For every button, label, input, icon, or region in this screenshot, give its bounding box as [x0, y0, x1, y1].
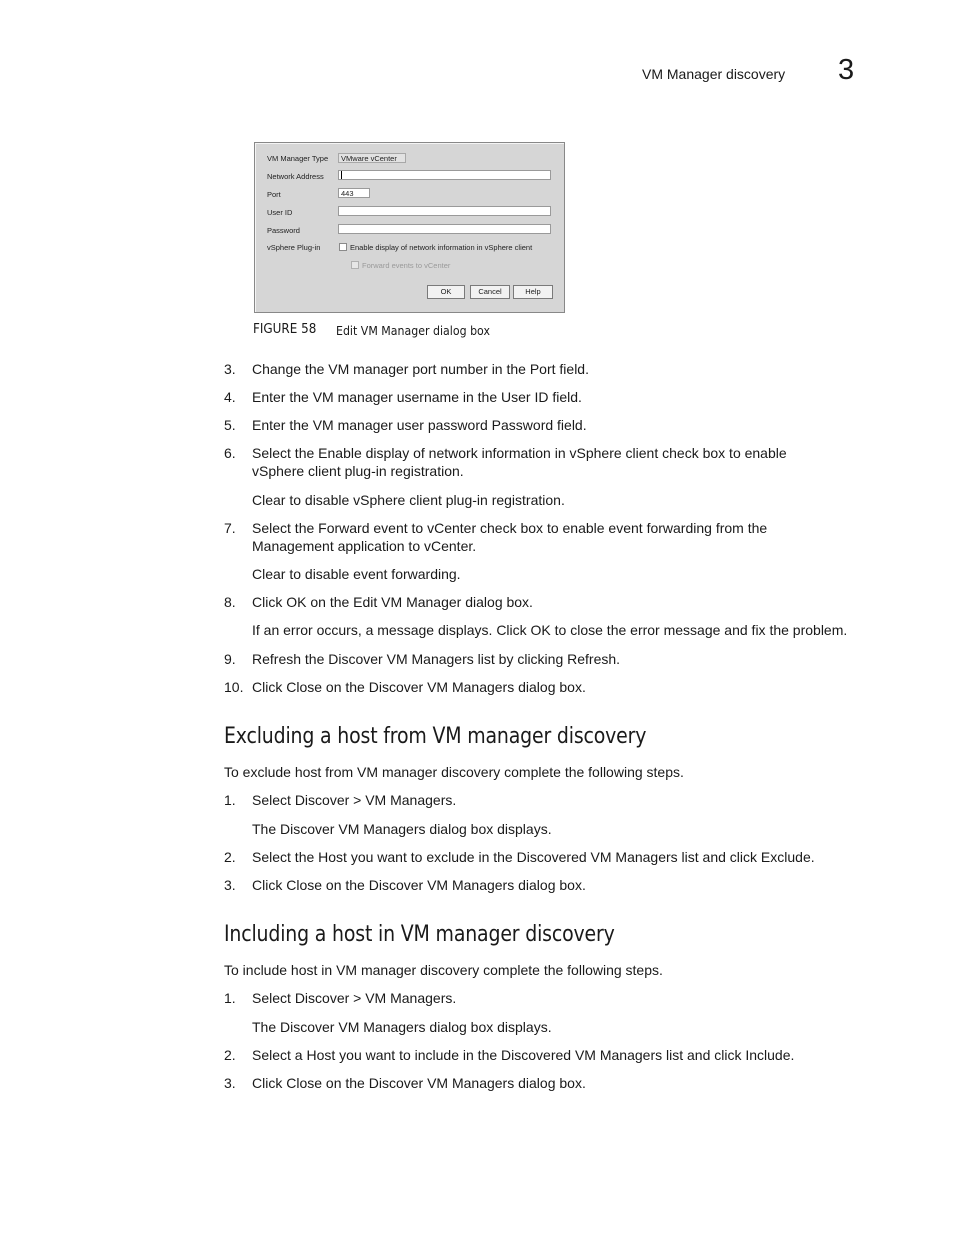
- step-text: Click Close on the Discover VM Managers dialog box.: [252, 679, 586, 695]
- enable-display-checkbox-label: Enable display of network information in vSphere client: [350, 243, 533, 252]
- section-heading-include: Including a host in VM manager discovery: [224, 922, 615, 947]
- step-number: 3.: [224, 361, 236, 377]
- step-text: Select Discover > VM Managers.: [252, 990, 457, 1006]
- section-heading-exclude: Excluding a host from VM manager discovery: [224, 724, 647, 749]
- user-id-field[interactable]: [338, 206, 551, 216]
- step-number: 7.: [224, 520, 236, 536]
- forward-events-checkbox[interactable]: [351, 261, 359, 269]
- step-text: Click OK on the Edit VM Manager dialog box.: [252, 594, 533, 610]
- ok-button[interactable]: OK: [427, 285, 465, 299]
- step-text: Refresh the Discover VM Managers list by clicking Refresh.: [252, 651, 621, 667]
- step-number: 3.: [224, 877, 236, 893]
- step-text: Select the Host you want to exclude in the Discovered VM Managers list and click Exclude.: [252, 849, 815, 865]
- help-button[interactable]: Help: [513, 285, 553, 299]
- step-note: The Discover VM Managers dialog box displays.: [252, 821, 552, 837]
- step-number: 8.: [224, 594, 236, 610]
- edit-vm-manager-dialog: [254, 142, 565, 313]
- network-address-label: Network Address: [267, 172, 324, 181]
- step-text-continued: Management application to vCenter.: [252, 538, 477, 554]
- step-text: Select the Forward event to vCenter check box to enable event forwarding from the: [252, 520, 768, 536]
- step-text: Select Discover > VM Managers.: [252, 792, 457, 808]
- password-field[interactable]: [338, 224, 551, 234]
- cancel-button[interactable]: Cancel: [470, 285, 510, 299]
- vsphere-plugin-label: vSphere Plug-in: [267, 243, 321, 252]
- user-id-label: User ID: [267, 208, 293, 217]
- step-number: 1.: [224, 792, 236, 808]
- running-header-chapter-number: 3: [838, 54, 855, 86]
- forward-events-checkbox-label: Forward events to vCenter: [362, 261, 451, 270]
- section-intro: To include host in VM manager discovery complete the following steps.: [224, 962, 663, 978]
- step-note: The Discover VM Managers dialog box displays.: [252, 1019, 552, 1035]
- enable-display-checkbox[interactable]: [339, 243, 347, 251]
- port-label: Port: [267, 190, 281, 199]
- figure-number: FIGURE 58: [253, 322, 317, 337]
- network-address-field[interactable]: [338, 170, 551, 180]
- running-header-section-title: VM Manager discovery: [642, 66, 786, 82]
- step-number: 3.: [224, 1075, 236, 1091]
- step-note: Clear to disable event forwarding.: [252, 566, 461, 582]
- step-number: 10.: [224, 679, 244, 695]
- step-text: Click Close on the Discover VM Managers dialog box.: [252, 877, 586, 893]
- port-field[interactable]: 443: [338, 188, 370, 198]
- section-intro: To exclude host from VM manager discovery complete the following steps.: [224, 764, 684, 780]
- step-note: If an error occurs, a message displays. Click OK to close the error message and fix the problem.: [252, 622, 848, 638]
- step-text: Select the Enable display of network information in vSphere client check box to enable: [252, 445, 787, 461]
- step-number: 1.: [224, 990, 236, 1006]
- step-text: Select a Host you want to include in the Discovered VM Managers list and click Include.: [252, 1047, 795, 1063]
- step-note: Clear to disable vSphere client plug-in registration.: [252, 492, 565, 508]
- step-number: 6.: [224, 445, 236, 461]
- vm-manager-type-field[interactable]: VMware vCenter: [338, 153, 406, 163]
- password-label: Password: [267, 226, 300, 235]
- vm-manager-type-label: VM Manager Type: [267, 154, 329, 163]
- text-cursor: [341, 171, 342, 179]
- step-text: Enter the VM manager username in the User ID field.: [252, 389, 582, 405]
- step-text: Click Close on the Discover VM Managers dialog box.: [252, 1075, 586, 1091]
- step-number: 9.: [224, 651, 236, 667]
- step-text: Change the VM manager port number in the Port field.: [252, 361, 589, 377]
- step-text-continued: vSphere client plug-in registration.: [252, 463, 464, 479]
- step-number: 5.: [224, 417, 236, 433]
- step-number: 2.: [224, 849, 236, 865]
- step-number: 2.: [224, 1047, 236, 1063]
- figure-title: Edit VM Manager dialog box: [336, 323, 490, 338]
- step-number: 4.: [224, 389, 236, 405]
- step-text: Enter the VM manager user password Password field.: [252, 417, 587, 433]
